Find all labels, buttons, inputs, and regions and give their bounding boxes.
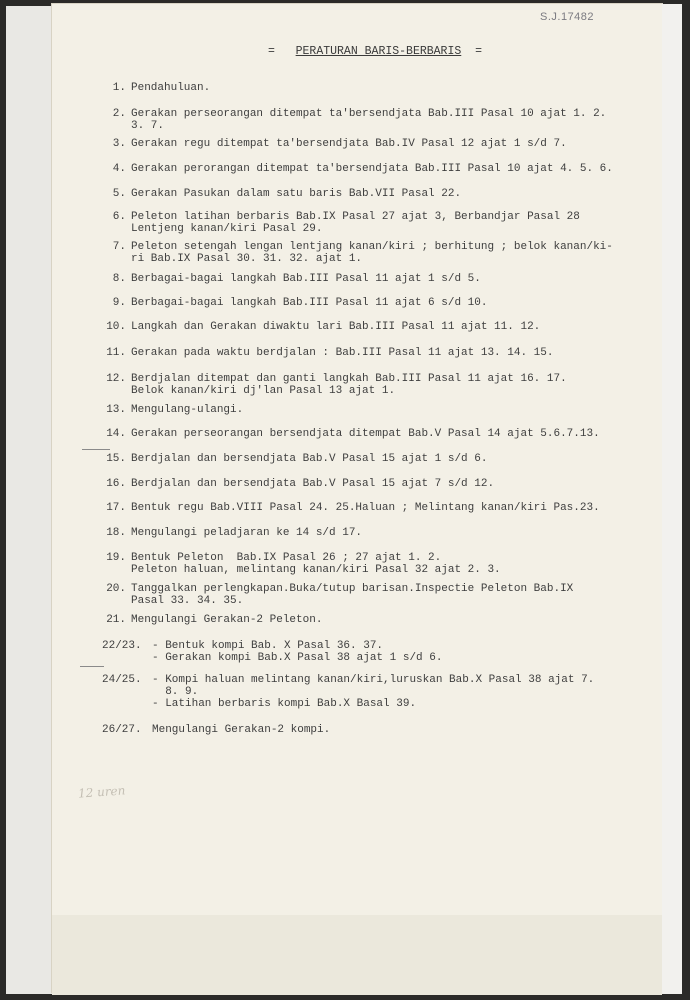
item-number: 24/25. (102, 674, 142, 686)
item-line: - Latihan berbaris kompi Bab.X Basal 39. (152, 698, 417, 710)
item-line: Berbagai-bagai langkah Bab.III Pasal 11 ajat 6 s/d 10. (131, 297, 488, 309)
item-line: Gerakan Pasukan dalam satu baris Bab.VII Pasal 22. (131, 188, 462, 200)
item-line: Langkah dan Gerakan diwaktu lari Bab.III Pasal 11 ajat 11. 12. (131, 321, 541, 333)
item-number: 4. (112, 163, 126, 175)
margin-tick-mark (80, 666, 104, 667)
item-line: Mengulangi Gerakan-2 Peleton. (131, 614, 323, 626)
item-number: 18. (106, 527, 126, 539)
margin-tick-mark (82, 449, 110, 450)
item-number: 3. (112, 138, 126, 150)
item-line: Bentuk Peleton Bab.IX Pasal 26 ; 27 ajat 1. 2. (131, 552, 442, 564)
archive-reference-number: S.J.17482 (540, 11, 595, 23)
item-line: - Gerakan kompi Bab.X Pasal 38 ajat 1 s/d 6. (152, 652, 443, 664)
item-line: Gerakan pada waktu berdjalan : Bab.III Pasal 11 ajat 13. 14. 15. (131, 347, 554, 359)
item-number: 14. (106, 428, 126, 440)
item-number: 10. (106, 321, 126, 333)
item-number: 12. (106, 373, 126, 385)
item-line: Peleton haluan, melintang kanan/kiri Pasal 32 ajat 2. 3. (131, 564, 501, 576)
item-number: 11. (106, 347, 126, 359)
item-line: Gerakan perorangan ditempat ta'bersendjata Bab.III Pasal 10 ajat 4. 5. 6. (131, 163, 613, 175)
item-number: 9. (112, 297, 126, 309)
paper-lower-edge (52, 915, 662, 995)
item-number: 13. (106, 404, 126, 416)
title-prefix: = (268, 45, 275, 58)
item-line: - Bentuk kompi Bab. X Pasal 36. 37. (152, 640, 384, 652)
item-line: Pasal 33. 34. 35. (131, 595, 244, 607)
item-line: Gerakan regu ditempat ta'bersendjata Bab.IV Pasal 12 ajat 1 s/d 7. (131, 138, 567, 150)
right-margin-strip (662, 4, 682, 994)
item-line: Berdjalan dan bersendjata Bab.V Pasal 15 ajat 1 s/d 6. (131, 453, 488, 465)
item-line: Gerakan perseorangan ditempat ta'bersendjata Bab.III Pasal 10 ajat 1. 2. (131, 108, 607, 120)
item-number: 6. (112, 211, 126, 223)
item-number: 5. (112, 188, 126, 200)
item-number: 2. (112, 108, 126, 120)
title-text: PERATURAN BARIS-BERBARIS (295, 45, 462, 58)
item-line: Peleton latihan berbaris Bab.IX Pasal 27 ajat 3, Berbandjar Pasal 28 (131, 211, 580, 223)
item-line: Lentjeng kanan/kiri Pasal 29. (131, 223, 323, 235)
item-line: - Kompi haluan melintang kanan/kiri,luruskan Bab.X Pasal 38 ajat 7. (152, 674, 595, 686)
item-line: 3. 7. (131, 120, 165, 132)
item-line: Mengulangi peladjaran ke 14 s/d 17. (131, 527, 363, 539)
item-line: Tanggalkan perlengkapan.Buka/tutup barisan.Inspectie Peleton Bab.IX (131, 583, 574, 595)
handwritten-margin-note: 12 uren (77, 783, 126, 801)
typed-document-page (52, 4, 662, 992)
item-number: 7. (112, 241, 126, 253)
item-line: Gerakan perseorangan bersendjata ditempat Bab.V Pasal 14 ajat 5.6.7.13. (131, 428, 600, 440)
document-title (268, 45, 482, 58)
item-number: 15. (106, 453, 126, 465)
item-line: Pendahuluan. (131, 82, 211, 94)
item-number: 22/23. (102, 640, 142, 652)
item-number: 8. (112, 273, 126, 285)
title-suffix: = (475, 45, 482, 58)
item-line: Mengulang-ulangi. (131, 404, 244, 416)
item-line: Peleton setengah lengan lentjang kanan/kiri ; berhitung ; belok kanan/ki- (131, 241, 613, 253)
item-number: 26/27. (102, 724, 142, 736)
item-line: 8. 9. (152, 686, 199, 698)
item-line: Berdjalan dan bersendjata Bab.V Pasal 15 ajat 7 s/d 12. (131, 478, 495, 490)
item-number: 16. (106, 478, 126, 490)
item-number: 1. (112, 82, 126, 94)
item-line: Bentuk regu Bab.VIII Pasal 24. 25.Haluan ; Melintang kanan/kiri Pas.23. (131, 502, 600, 514)
item-line: Belok kanan/kiri dj'lan Pasal 13 ajat 1. (131, 385, 396, 397)
item-number: 19. (106, 552, 126, 564)
item-line: Mengulangi Gerakan-2 kompi. (152, 724, 331, 736)
item-line: ri Bab.IX Pasal 30. 31. 32. ajat 1. (131, 253, 363, 265)
item-line: Berbagai-bagai langkah Bab.III Pasal 11 ajat 1 s/d 5. (131, 273, 481, 285)
item-line: Berdjalan ditempat dan ganti langkah Bab.III Pasal 11 ajat 16. 17. (131, 373, 567, 385)
item-number: 21. (106, 614, 126, 626)
item-number: 20. (106, 583, 126, 595)
item-number: 17. (106, 502, 126, 514)
